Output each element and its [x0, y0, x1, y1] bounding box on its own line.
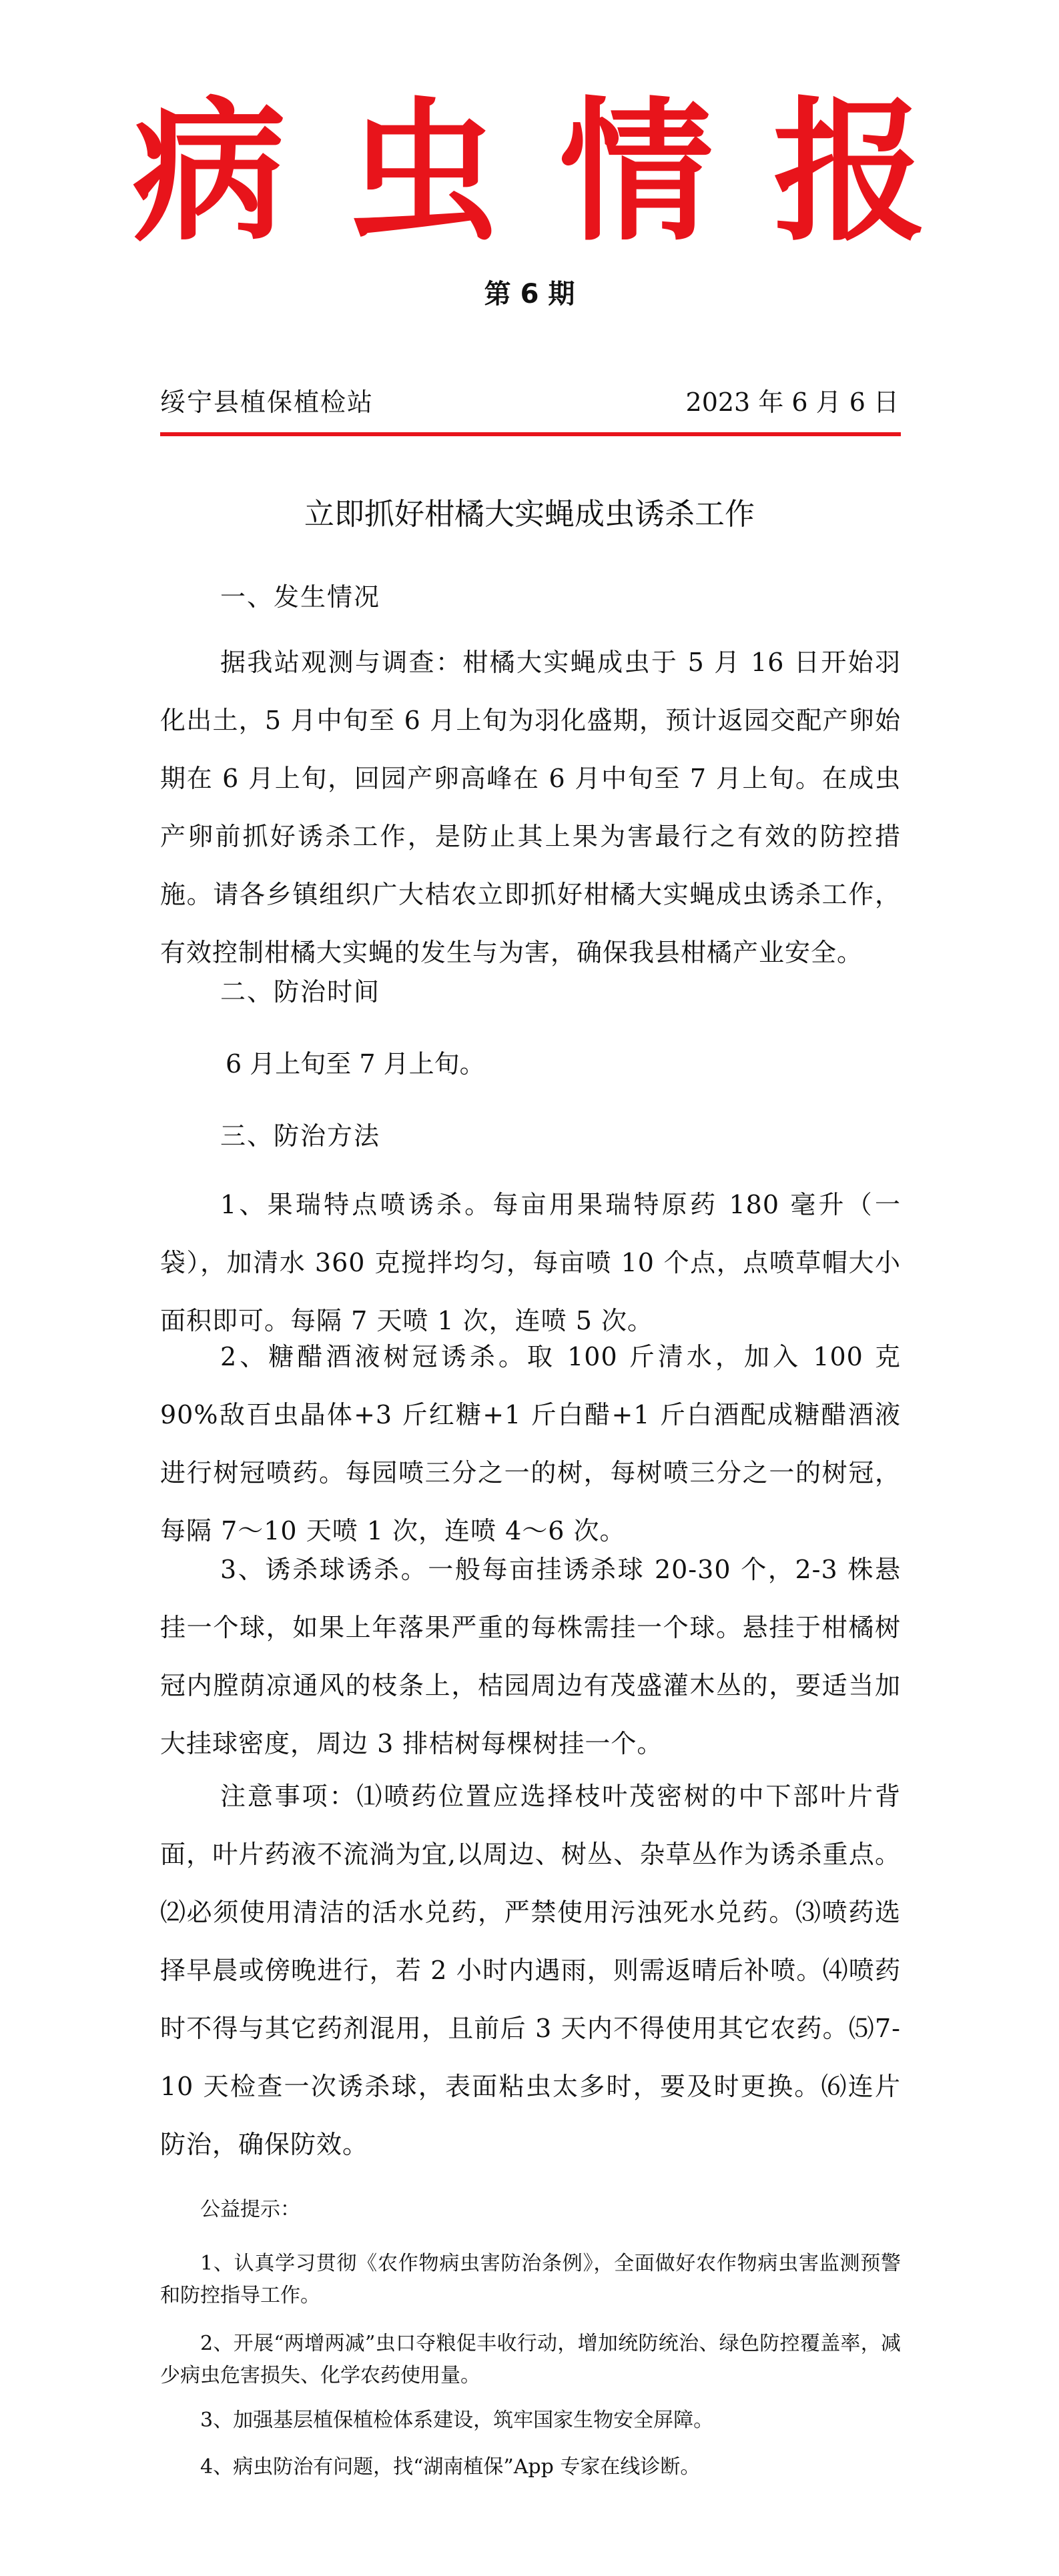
paragraph-precautions: 注意事项：⑴喷药位置应选择枝叶茂密树的中下部叶片背面，叶片药液不流淌为宜,以周边、树丛、杂草丛作为诱杀重点。⑵必须使用清洁的活水兑药，严禁使用污浊死水兑药。⑶喷药选择早晨或傍晚进行，若 2 小时内遇雨，则需返晴后补喷。⑷喷药时不得与其它药剂混用，且前后 3 天内不得使用其它农药。⑸7-10 天检查一次诱杀球，表面粘虫太多时，要及时更换。⑹连片防治，确保防效。: [160, 1782, 901, 2159]
paragraph-timing: 6 月上旬至 7 月上旬。: [226, 1049, 485, 1079]
article-title: 立即抓好柑橘大实蝇成虫诱杀工作: [304, 496, 755, 532]
notice-item: 1、认真学习贯彻《农作物病虫害防治条例》，全面做好农作物病虫害监测预警和防控指导工作。: [160, 2252, 901, 2307]
masthead-title: 病虫情报: [132, 84, 987, 262]
section-heading-occurrence: 一、发生情况: [220, 582, 381, 612]
red-divider-rule: [160, 432, 901, 436]
notice-item: 3、加强基层植保植检体系建设，筑牢国家生物安全屏障。: [200, 2409, 714, 2432]
notice-item: 2、开展“两增两减”虫口夺粮促丰收行动，增加统防统治、绿色防控覆盖率，减少病虫危害损失、化学农药使用量。: [160, 2332, 901, 2387]
notice-item: 4、病虫防治有问题，找“湖南植保”App 专家在线诊断。: [200, 2455, 701, 2479]
section-heading-methods: 三、防治方法: [220, 1121, 381, 1151]
section-heading-timing: 二、防治时间: [220, 977, 381, 1007]
issue-date: 2023 年 6 月 6 日: [685, 388, 899, 417]
notice-title: 公益提示：: [200, 2198, 300, 2221]
issue-number: 第 6 期: [484, 279, 575, 309]
paragraph-method-1: 1、果瑞特点喷诱杀。每亩用果瑞特原药 180 毫升（一袋），加清水 360 克搅拌均匀，每亩喷 10 个点，点喷草帽大小面积即可。每隔 7 天喷 1 次，连喷 5 次。: [160, 1190, 901, 1335]
issuing-organization: 绥宁县植保植检站: [160, 388, 374, 417]
paragraph-method-3: 3、诱杀球诱杀。一般每亩挂诱杀球 20-30 个，2-3 株悬挂一个球，如果上年落果严重的每株需挂一个球。悬挂于柑橘树冠内膛荫凉通风的枝条上，桔园周边有茂盛灌木丛的，要适当加大挂球密度，周边 3 排桔树每棵树挂一个。: [160, 1555, 901, 1758]
paragraph-method-2: 2、糖醋酒液树冠诱杀。取 100 斤清水，加入 100 克 90%敌百虫晶体+3 斤红糖+1 斤白醋+1 斤白酒配成糖醋酒液进行树冠喷药。每园喷三分之一的树，每树喷三分之一的树冠，每隔 7～10 天喷 1 次，连喷 4～6 次。: [160, 1342, 901, 1545]
paragraph-occurrence: 据我站观测与调查：柑橘大实蝇成虫于 5 月 16 日开始羽化出土，5 月中旬至 6 月上旬为羽化盛期，预计返园交配产卵始期在 6 月上旬，回园产卵高峰在 6 月中旬至 7 月上旬。在成虫产卵前抓好诱杀工作，是防止其上果为害最行之有效的防控措施。请各乡镇组织广大桔农立即抓好柑橘大实蝇成虫诱杀工作，有效控制柑橘大实蝇的发生与为害，确保我县柑橘产业安全。: [160, 648, 901, 967]
